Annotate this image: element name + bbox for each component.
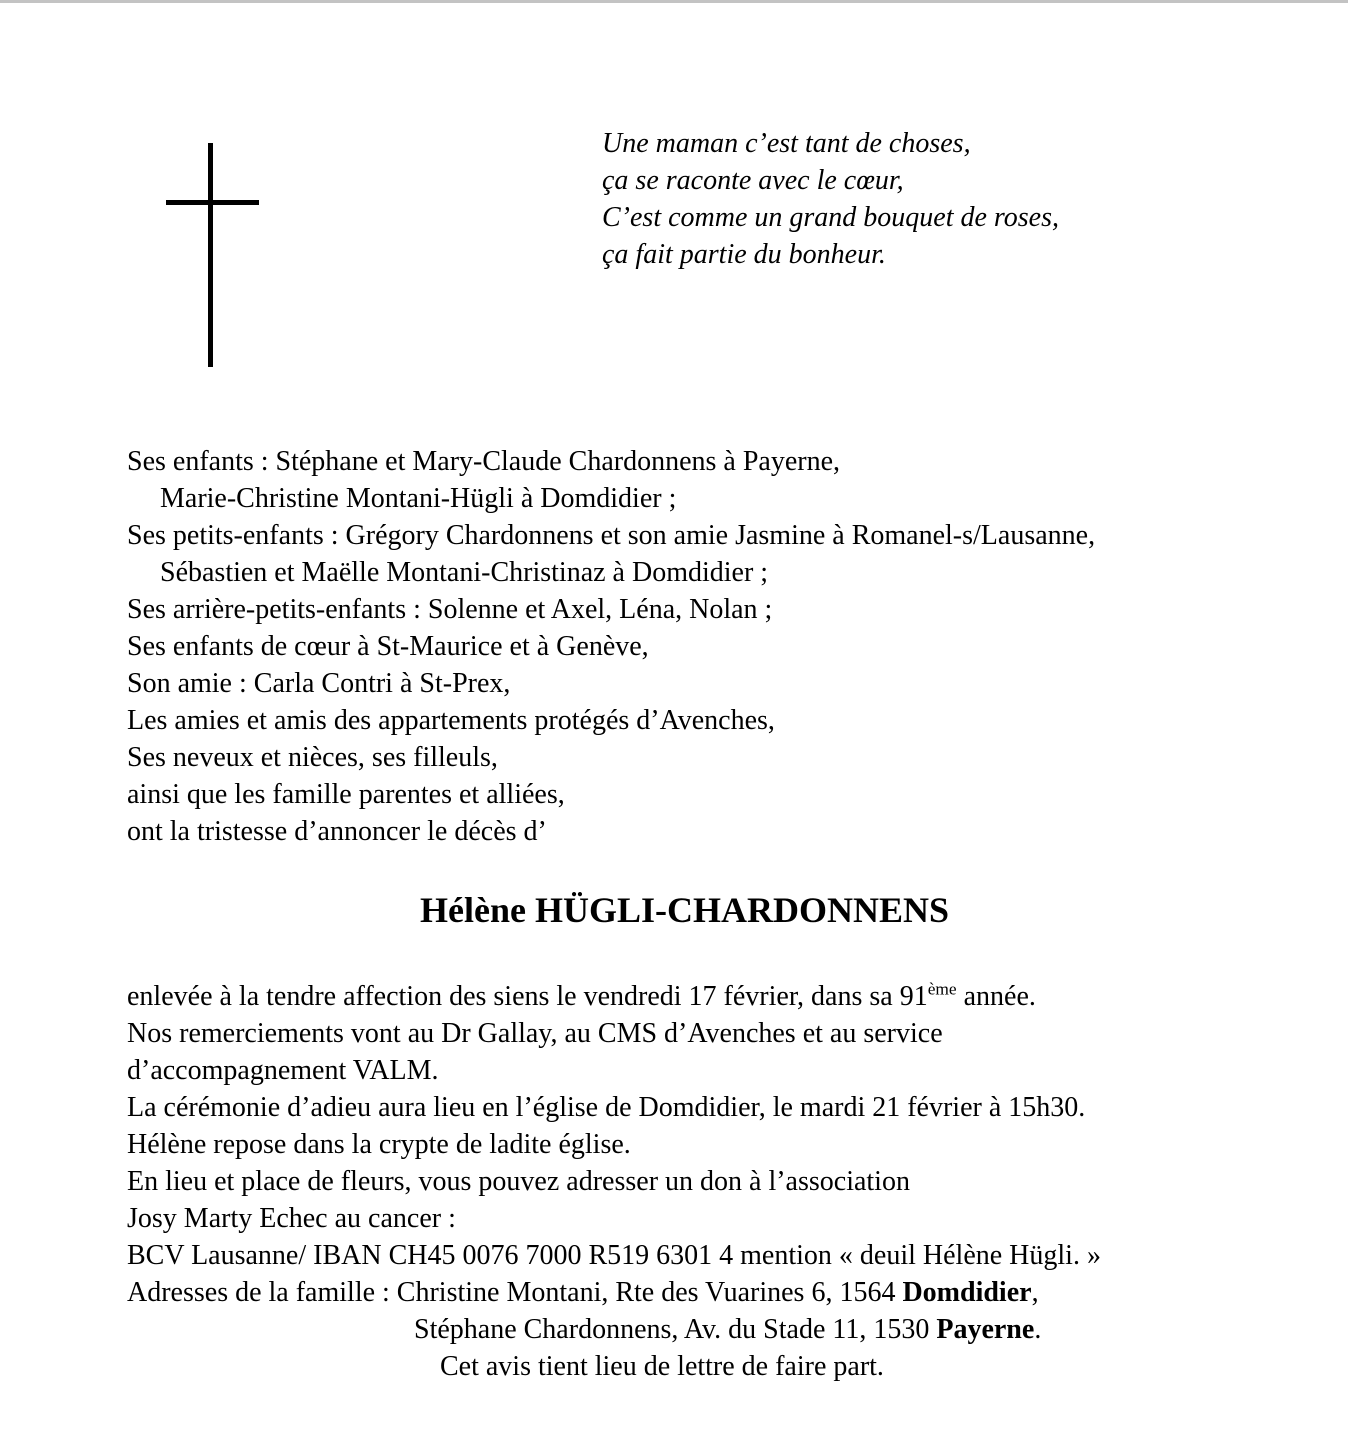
text-line: Ses arrière-petits-enfants : Solenne et Axel, Léna, Nolan ; [127,594,773,625]
text-line: ça se raconte avec le cœur, [602,165,904,196]
text-line: Josy Marty Echec au cancer : [127,1203,456,1234]
text-line: En lieu et place de fleurs, vous pouvez adresser un don à l’association [127,1166,910,1197]
text-line: C’est comme un grand bouquet de roses, [602,202,1060,233]
text-line: La cérémonie d’adieu aura lieu en l’église de Domdidier, le mardi 21 février à 15h30. [127,1092,1086,1123]
text-line: Hélène repose dans la crypte de ladite église. [127,1129,631,1160]
text-line: enlevée à la tendre affection des siens le vendredi 17 février, dans sa 91ème année. [127,979,1036,1012]
text-line: Une maman c’est tant de choses, [602,128,971,159]
text-line: d’accompagnement VALM. [127,1055,439,1086]
deceased-name-title: Hélène HÜGLI-CHARDONNENS [420,890,949,930]
text-line: Cet avis tient lieu de lettre de faire part. [440,1351,884,1382]
family-announcement [127,443,1095,850]
text-line: BCV Lausanne/ IBAN CH45 0076 7000 R519 6301 4 mention « deuil Hélène Hügli. » [127,1240,1101,1271]
text-line: Marie-Christine Montani-Hügli à Domdidier ; [160,483,677,514]
text-line: Ses neveux et nièces, ses filleuls, [127,742,498,773]
memorial-poem [602,125,1059,273]
text-line: Sébastien et Maëlle Montani-Christinaz à Domdidier ; [160,557,769,588]
text-line: Son amie : Carla Contri à St-Prex, [127,668,511,699]
text-line: ont la tristesse d’annoncer le décès d’ [127,816,547,847]
text-line: Stéphane Chardonnens, Av. du Stade 11, 1530 Payerne. [414,1314,1042,1345]
latin-cross-icon [164,142,264,372]
text-line: Ses petits-enfants : Grégory Chardonnens et son amie Jasmine à Romanel-s/Lausanne, [127,520,1096,551]
top-edge-strip [0,0,1348,3]
text-line: Ses enfants : Stéphane et Mary-Claude Chardonnens à Payerne, [127,446,841,477]
text-line: ainsi que les famille parentes et alliées, [127,779,565,810]
text-line: Nos remerciements vont au Dr Gallay, au CMS d’Avenches et au service [127,1018,943,1049]
funeral-details [127,978,1101,1385]
text-line: Ses enfants de cœur à St-Maurice et à Genève, [127,631,649,662]
text-line: Les amies et amis des appartements protégés d’Avenches, [127,705,775,736]
text-line: Adresses de la famille : Christine Montani, Rte des Vuarines 6, 1564 Domdidier, [127,1277,1039,1308]
text-line: ça fait partie du bonheur. [602,239,886,270]
